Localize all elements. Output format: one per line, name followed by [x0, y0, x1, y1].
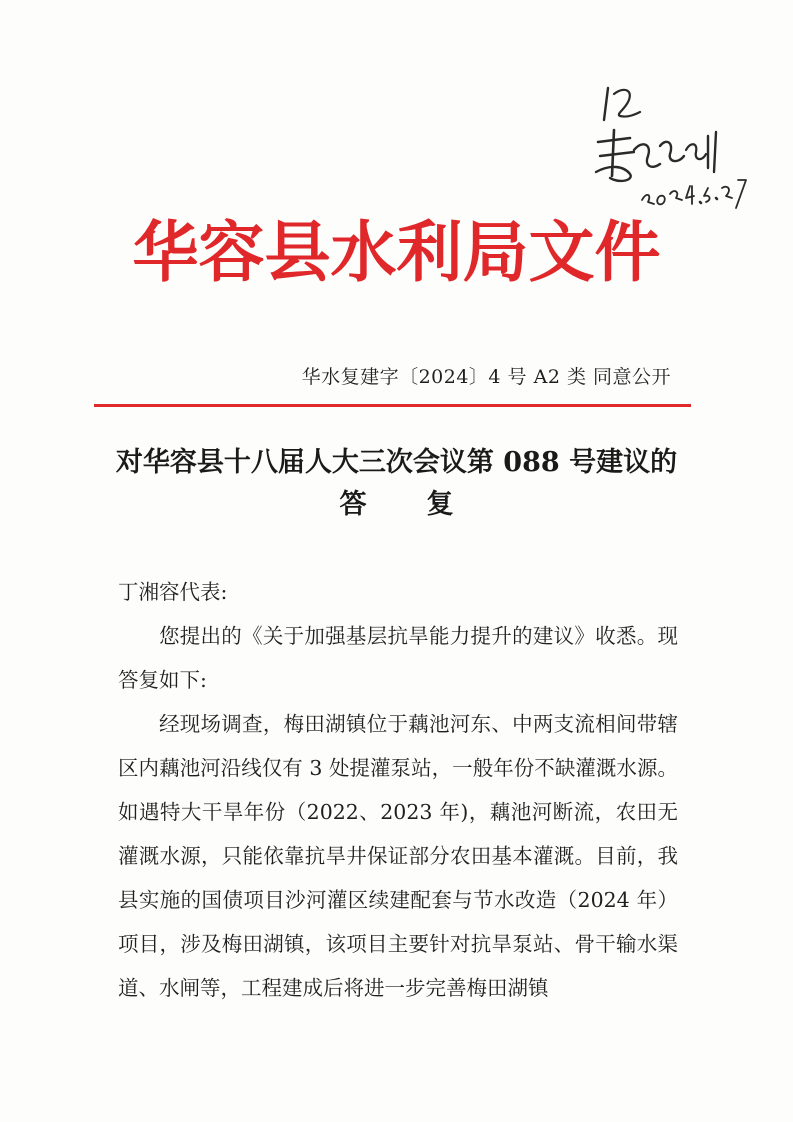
- body-paragraph: 您提出的《关于加强基层抗旱能力提升的建议》收悉。现答复如下:: [118, 624, 678, 692]
- document-body: [118, 570, 678, 1010]
- document-title: 对华容县十八届人大三次会议第 088 号建议的: [115, 447, 678, 478]
- salutation: 丁湘容代表:: [118, 580, 228, 604]
- red-divider: [94, 404, 691, 407]
- document-title-reply: 答复: [339, 489, 514, 520]
- document-number: 华水复建字〔2024〕4 号 A2 类 同意公开: [301, 366, 671, 388]
- handwritten-signature: [590, 80, 750, 225]
- body-paragraph: 经现场调查，梅田湖镇位于藕池河东、中两支流相间带辖区内藕池河沿线仅有 3 处提灌泵站，一般年份不缺灌溉水源。如遇特大干旱年份（2022、2023 年)，藕池河断流，农田无灌溉水源，只能依靠抗旱井保证部分农田基本灌溉。目前，我县实施的国债项目沙河灌区续建配套与节水改造（2024 年）项目，涉及梅田湖镇，该项目主要针对抗旱泵站、骨干输水渠道、水闸等，工程建成后将进一步完善梅田湖镇: [118, 712, 678, 1000]
- agency-title: 华容县水利局文件: [132, 213, 661, 291]
